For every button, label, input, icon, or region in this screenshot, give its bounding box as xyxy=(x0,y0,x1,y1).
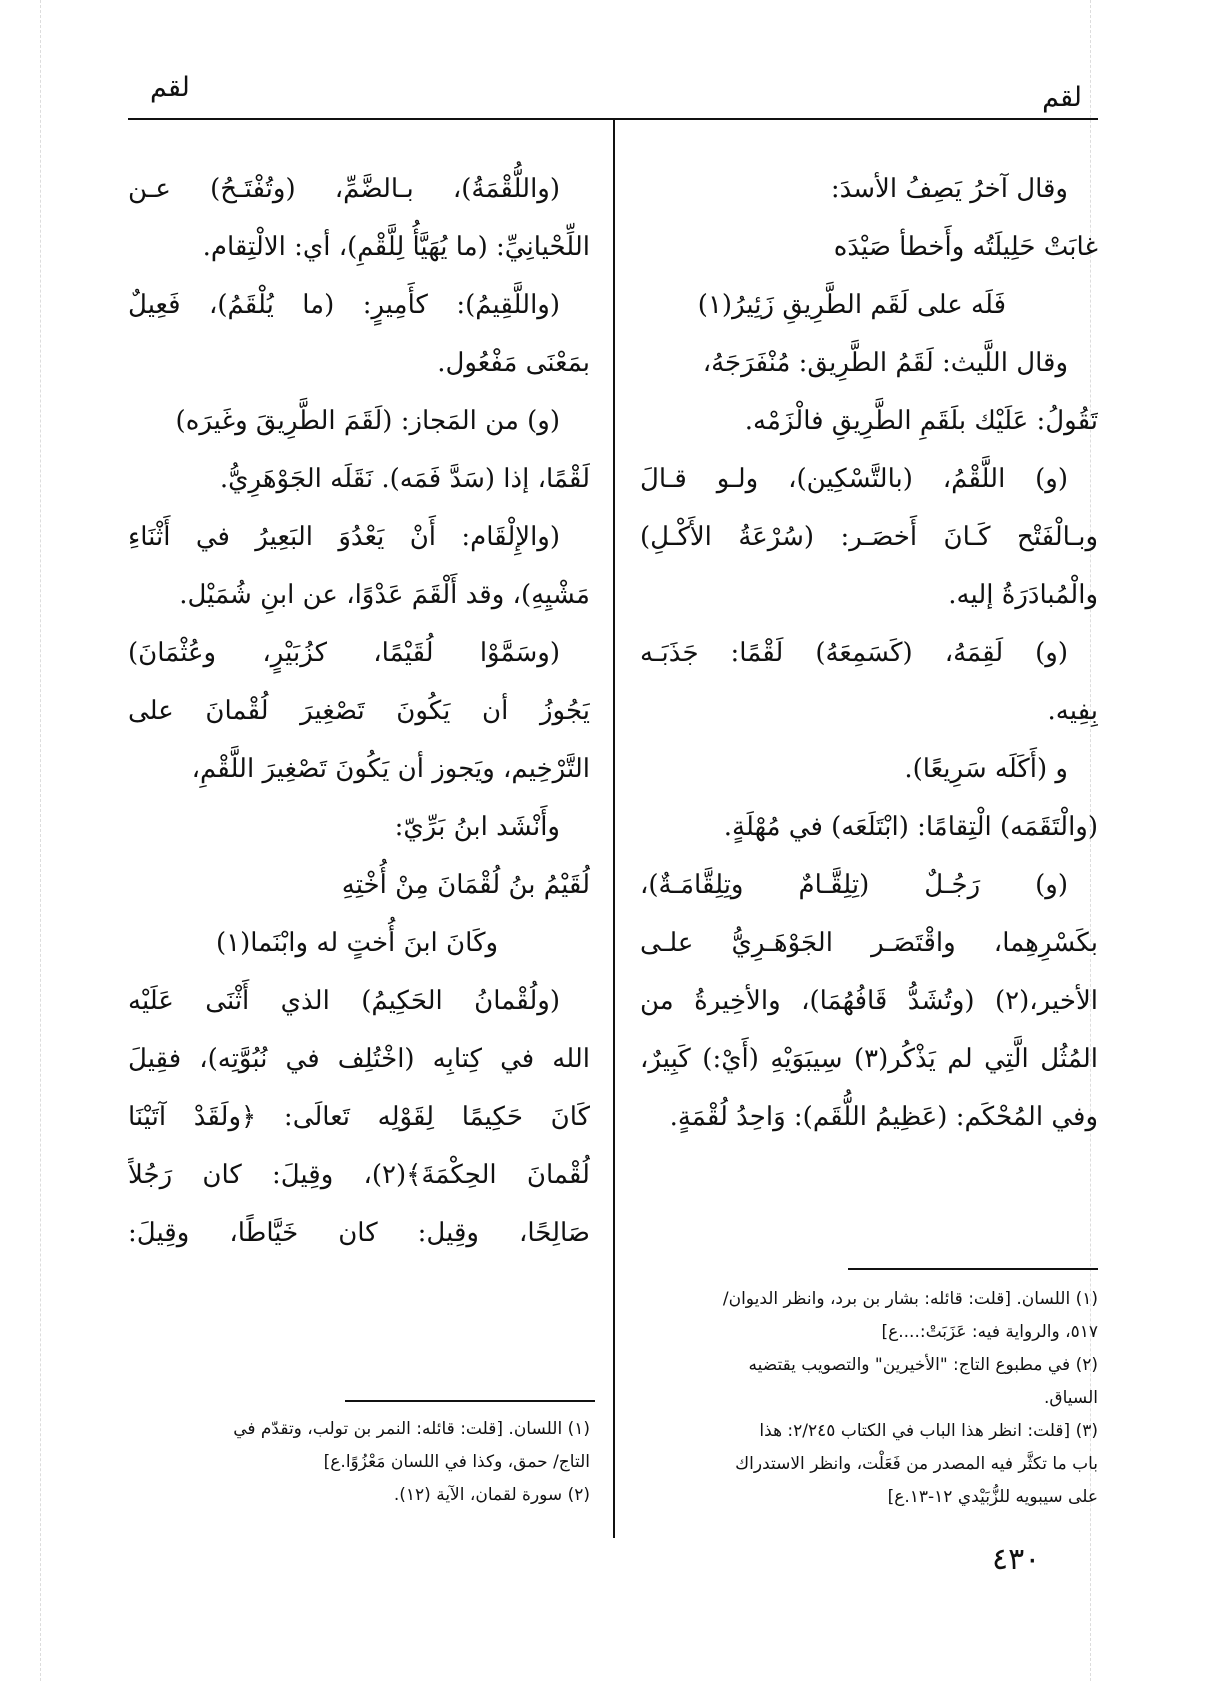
left-column xyxy=(128,160,590,1262)
body-line: بمَعْنَى مَفْعُول. xyxy=(437,348,590,378)
verse-line: غابَتْ حَلِيلَتُه وأَخطأ صَيْدَه xyxy=(833,232,1098,262)
left-footnotes xyxy=(128,1413,590,1512)
footnote-line: (٣) [قلت: انظر هذا الباب في الكتاب ٢/٢٤٥: هذا xyxy=(759,1421,1098,1441)
body-line: (واللُّقْمَةُ)، بـالضَّمِّ، (وتُفْتَـحُ) عـن xyxy=(128,174,560,204)
verse-line: فَلَه على لَقَم الطَّرِيقِ زَئِيرُ(١) xyxy=(697,290,1006,320)
body-line: وأَنْشَد ابنُ بَرِّيّ: xyxy=(394,812,560,842)
footnote-line: (٢) سورة لقمان، الآية (١٢). xyxy=(393,1485,590,1505)
body-line: (و) لَقِمَهُ، (كَسَمِعَهُ) لَقْمًا: جَذَبَـه xyxy=(640,638,1068,668)
running-header-left: لقم xyxy=(150,72,190,103)
body-line: وقال اللَّيث: لَقَمُ الطَّرِيق: مُنْفَرَجَهُ، xyxy=(702,348,1068,378)
body-line: الأخير،(٢) (وتُشَدُّ قَافُهُمَا)، والأخِيرةُ من xyxy=(640,986,1098,1016)
verse-line: وكَانَ ابنَ أُختٍ له وابْنَما(١) xyxy=(215,928,498,958)
body-line: وفي المُحْكَم: (عَظِيمُ اللُّقَم): وَاحِدُ لُقْمَةٍ. xyxy=(669,1102,1098,1132)
body-line: لَقْمًا، إذا (سَدَّ فَمَه). نَقَلَه الجَوْهَرِيُّ. xyxy=(219,464,590,494)
footnote-line: التاج/ حمق، وكذا في اللسان مَعْزُوًا.ع] xyxy=(323,1452,590,1472)
body-line: بِفِيه. xyxy=(1047,696,1098,726)
body-line: كَانَ حَكِيمًا لِقَوْلِه تَعالَى: ﴿ولَقَدْ آتَيْنَا xyxy=(128,1102,590,1132)
verse-line: لُقَيْمُ بنُ لُقْمَانَ مِنْ أُخْتِهِ xyxy=(341,870,590,900)
body-line: (ولُقْمانُ الحَكِيمُ) الذي أَثْنَى عَلَيْه xyxy=(128,986,560,1016)
body-line: و (أَكَلَه سَرِيعًا). xyxy=(904,754,1068,784)
body-line: لُقْمانَ الحِكْمَةَ﴾(٢)، وقِيلَ: كان رَجُلاً xyxy=(128,1160,590,1190)
footnote-line: باب ما تكثَّر فيه المصدر من فَعَلْت، وانظر الاستدراك xyxy=(735,1454,1098,1474)
body-line: (واللَّقِيمُ): كأَمِيرٍ: (ما يُلْقَمُ)، فَعِيلٌ xyxy=(128,290,560,320)
body-line: وقال آخرُ يَصِفُ الأسدَ: xyxy=(830,174,1068,204)
footnote-rule xyxy=(848,1268,1098,1270)
footnote-line: (٢) في مطبوع التاج: "الأخيرين" والتصويب يقتضيه xyxy=(748,1355,1098,1375)
footnote-line: ٥١٧، والرواية فيه: عَزَبَتْ:....ع] xyxy=(881,1322,1098,1342)
body-line: والْمُبادَرَةُ إليه. xyxy=(948,580,1098,610)
right-footnotes xyxy=(640,1283,1098,1514)
body-line: الله في كِتابِه (اخْتُلِف في نُبُوَّتِه)، فقِيلَ xyxy=(128,1044,590,1074)
body-line: التَّرْخِيم، ويَجوز أن يَكُونَ تَصْغِيرَ اللَّقْمِ، xyxy=(191,754,590,784)
body-line: (والإِلْقَام: أَنْ يَعْدُوَ البَعِيرُ في أَثْنَاءِ xyxy=(128,522,560,552)
right-column xyxy=(640,160,1098,1146)
column-divider xyxy=(613,120,615,1538)
body-line: (وسَمَّوْا لُقَيْمًا، كزُبَيْرٍ، وعُثْمَانَ) xyxy=(128,638,560,668)
footnote-line: على سيبويه للزُّبَيْدي ١٢-١٣.ع] xyxy=(887,1487,1098,1507)
body-line: المُثُل الَّتِي لم يَذْكُر(٣) سِيبَوَيْهِ (أَيْ:) كَبِيرٌ، xyxy=(640,1044,1098,1074)
running-header-right: لقم xyxy=(1042,82,1082,113)
body-line: وبـالْفَتْح كَـانَ أَخصَـر: (سُرْعَةُ الأَكْـلِ) xyxy=(640,522,1098,552)
footnote-line: (١) اللسان. [قلت: قائله: بشار بن برد، وانظر الديوان/ xyxy=(722,1289,1098,1309)
body-line: تَقُولُ: عَلَيْك بلَقَمِ الطَّرِيقِ فالْزَمْه. xyxy=(744,406,1098,436)
body-line: (و) من المَجاز: (لَقَمَ الطَّرِيقَ وغَيرَه) xyxy=(175,406,560,436)
body-line: مَشْيِهِ)، وقد أَلْقَمَ عَدْوًا، عن ابنِ شُمَيْل. xyxy=(179,580,590,610)
body-line: (و) اللَّقْمُ، (بالتَّسْكِين)، ولـو قـالَ xyxy=(640,464,1068,494)
body-line: يَجُوزُ أن يَكُونَ تَصْغِيرَ لُقْمانَ على xyxy=(128,696,590,726)
body-line: صَالِحًا، وقِيل: كان خَيَّاطًا، وقِيلَ: xyxy=(128,1218,590,1248)
footnote-line: السياق. xyxy=(1044,1388,1098,1408)
scan-guide-line xyxy=(40,0,41,1681)
page-number: ٤٣٠ xyxy=(992,1542,1041,1577)
body-line: اللِّحْيانِيِّ: (ما يُهَيَّأُ لِلَّقْمِ)، أي: الالْتِقام. xyxy=(202,232,590,262)
body-line: بكَسْرِهِما، واقْتَصَـر الجَوْهَـرِيُّ علـى xyxy=(640,928,1098,958)
body-line: (و) رَجُـلٌ (تِلِقَّـامٌ وتِلِقَّامَـةٌ)، xyxy=(640,870,1068,900)
footnote-rule xyxy=(345,1400,595,1402)
footnote-line: (١) اللسان. [قلت: قائله: النمر بن تولب، وتقدّم في xyxy=(233,1419,590,1439)
body-line: (والْتَقَمَه) الْتِقامًا: (ابْتَلَعَه) في مُهْلَةٍ. xyxy=(723,812,1098,842)
